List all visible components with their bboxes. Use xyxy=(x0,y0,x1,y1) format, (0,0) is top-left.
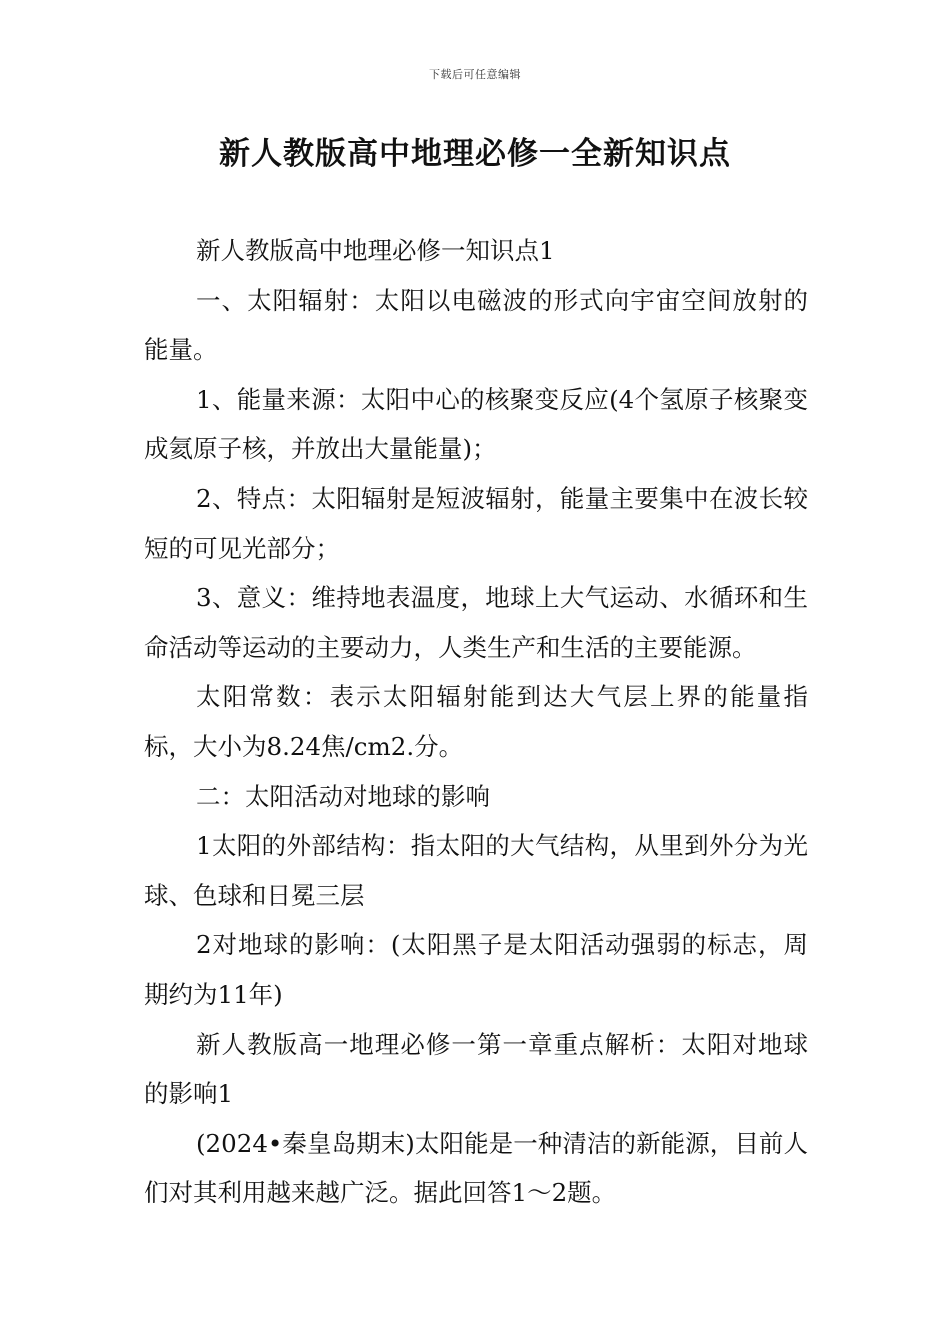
paragraph: 太阳常数：表示太阳辐射能到达大气层上界的能量指标，大小为8.24焦/cm2.分。 xyxy=(144,682,808,761)
paragraph: 二：太阳活动对地球的影响 xyxy=(196,781,490,811)
paragraph: 2对地球的影响：(太阳黑子是太阳活动强弱的标志，周期约为11年) xyxy=(144,930,808,1009)
header-note: 下载后可任意编辑 xyxy=(429,68,521,81)
paragraph: 新人教版高一地理必修一第一章重点解析：太阳对地球的影响1 xyxy=(144,1029,808,1109)
document-body xyxy=(144,226,808,1218)
paragraph: 新人教版高中地理必修一知识点1 xyxy=(196,236,555,265)
paragraph: (2024•秦皇岛期末)太阳能是一种清洁的新能源，目前人们对其利用越来越广泛。据此回答1～2题。 xyxy=(144,1128,808,1208)
paragraph: 1、能量来源：太阳中心的核聚变反应(4个氢原子核聚变成氦原子核，并放出大量能量)； xyxy=(144,384,808,464)
paragraph: 3、意义：维持地表温度，地球上大气运动、水循环和生命活动等运动的主要动力，人类生产和生活的主要能源。 xyxy=(144,583,808,662)
document-title: 新人教版高中地理必修一全新知识点 xyxy=(219,136,731,172)
paragraph: 2、特点：太阳辐射是短波辐射，能量主要集中在波长较短的可见光部分； xyxy=(144,483,808,563)
paragraph: 1太阳的外部结构：指太阳的大气结构，从里到外分为光球、色球和日冕三层 xyxy=(144,831,808,910)
paragraph: 一、太阳辐射：太阳以电磁波的形式向宇宙空间放射的能量。 xyxy=(144,285,808,365)
